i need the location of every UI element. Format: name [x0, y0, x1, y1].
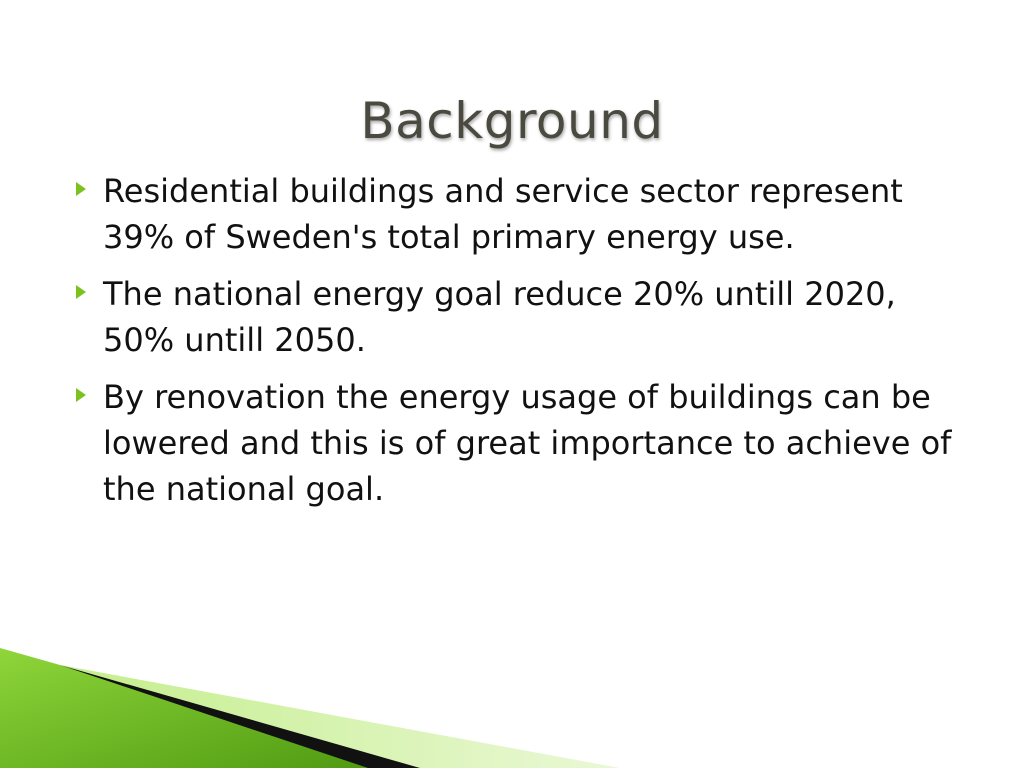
bullet-text: Residential buildings and service sector represent 39% of Sweden's total primary energy use.: [103, 172, 903, 256]
bullet-item: [0, 374, 1024, 512]
black-stripe: [60, 665, 420, 768]
green-wedge: [0, 648, 380, 768]
bullet-list: [0, 168, 1024, 523]
slide-title: Background: [360, 91, 664, 150]
triangle-bullet-icon: [76, 285, 86, 299]
bullet-text: The national energy goal reduce 20% untill 2020, 50% untill 2050.: [103, 275, 896, 359]
light-green-swoosh: [60, 665, 620, 768]
triangle-bullet-icon: [76, 388, 86, 402]
bullet-item: [0, 271, 1024, 363]
bullet-item: [0, 168, 1024, 260]
bullet-text: By renovation the energy usage of buildings can be lowered and this is of great importance to achieve of the national goal.: [103, 378, 952, 508]
triangle-bullet-icon: [76, 182, 86, 196]
